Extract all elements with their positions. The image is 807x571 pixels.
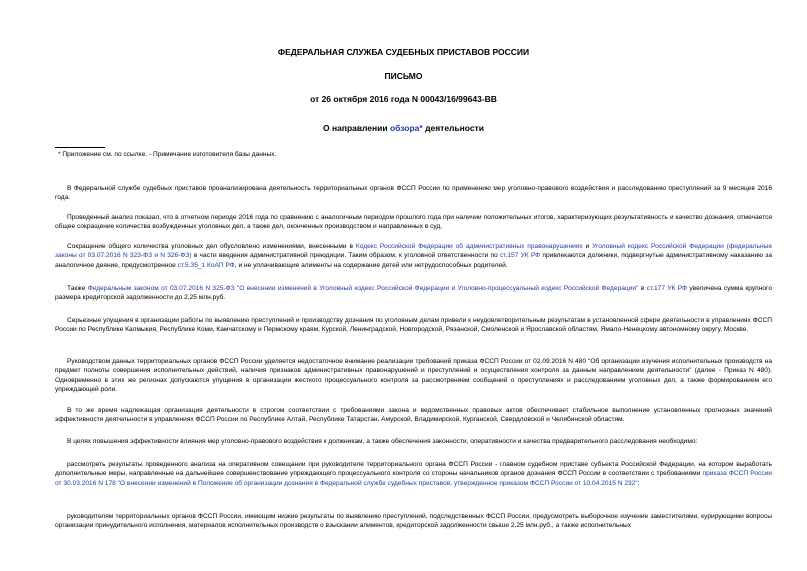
text-run: Также — [67, 285, 88, 292]
subject-suffix: деятельности — [422, 123, 485, 133]
paragraph-6-text: Руководством данных территориальных органов ФССП России уделяется недостаточное внимание реализации требований приказа ФССП России от 02.09.2016 N 480 "Об организации изучения исполнительных производств на предмет полноты совершения исполнительных действий, наличия признаков административных правонарушений и преступлений и осуществления контроля за данным направлением деятельности" (далее - Приказ N 480). Одновременно в этих же регионах допускаются упущения в организации жесткого процессуального контроля за рассмотрением сообщений о преступлениях и расследованием уголовных дел, а также формированием его упреждающей роли. — [55, 358, 772, 394]
paragraph-10 — [55, 512, 772, 531]
date-number: от 26 октября 2016 года N 00043/16/99643-ВВ — [310, 94, 497, 104]
paragraph-2-text: Проведенный анализ показал, что в отчетном периоде 2016 года по сравнению с аналогичным периодом прошлого года при наличии положительных итогов, характеризующих результативность и качество дознания, отмечается общее сокращение количества возбужденных уголовных дел, а также дел, оконченных производством и направленных в суд. — [55, 214, 772, 231]
article-5-35-1-link[interactable]: ст.5.35_1 КоАП РФ — [177, 261, 235, 269]
paragraph-10-text: руководителям территориальных органов ФССП России, имеющим низкие результаты по выявлению преступлений, подследственных ФССП России, предусмотреть выборочное изучение заместителями, курирующими вопросы организации принудительного исполнения, материалов исполнительных производств о взыскании алиментов, кредиторской задолженности свыше 2,25 млн.руб., а также исполнительных — [55, 513, 772, 530]
text-run: , и не уплачивающие алименты на содержание детей или нетрудоспособных родителей. — [234, 261, 508, 269]
paragraph-9 — [55, 460, 772, 488]
koap-link[interactable]: Кодекс Российской Федерации об административных правонарушениях — [355, 243, 583, 250]
text-run: в части введения административной преюдиции. Таким образом, к уголовной ответственности по — [191, 252, 500, 260]
subject-line — [0, 123, 807, 133]
paragraph-2 — [55, 213, 772, 232]
paragraph-3 — [55, 242, 772, 270]
uk-rf-link[interactable]: Уголовный кодекс Российской Федерации (федеральные законы от 03.07.2016 N 323-ФЗ и N 326-ФЗ) — [55, 243, 772, 260]
subject-link[interactable]: обзора* — [389, 123, 423, 133]
text-run: рассмотреть результаты проведенного анализа на оперативном совещании при руководителе территориального органа ФССП России - главном судебном приставе субъекта Российской Федерации, на котором выработать дополнительные меры, направленные на дальнейшее совершенствование упреждающего процессуального контроля со стороны начальников органов дознания ФССП России в соответствии с требованиями — [55, 461, 772, 478]
footnote: * Приложение см. по ссылке. - Примечание изготовителя базы данных. — [58, 151, 277, 158]
text-run: и — [582, 243, 593, 250]
paragraph-7 — [55, 406, 772, 425]
text-run: привлекаются должники, подвергнутые административному наказанию за аналогичное деяние, предусмотренное — [55, 252, 772, 269]
article-157-link[interactable]: ст.157 УК РФ — [499, 252, 541, 260]
subject-prefix: О направлении — [322, 123, 390, 133]
footnote-divider — [55, 147, 105, 148]
doc-type: ПИСЬМО — [384, 71, 423, 81]
federal-law-325-link[interactable]: Федеральным законом от 03.07.2016 N 325-ФЗ "О внесении изменений в Уголовный кодекс Российской Федерации и Уголовно-процессуальный кодекс Российской Федерации" — [87, 285, 639, 292]
paragraph-5-text: Серьезные упущения в организации работы по выявлению преступлений и производству дознания по уголовным делам привели к неудовлетворительным результатам в установленной сфере деятельности в управлениях ФССП России по Республике Калмыкия, Республике Коми, Камчатскому и Пермскому краям, Курской, Ленинградской, Новгородской, Рязанской, Смоленской и Ярославской областям, Ямало-Ненецкому автономному округу, Москве. — [55, 317, 772, 334]
paragraph-5 — [55, 316, 772, 335]
paragraph-8 — [55, 437, 772, 446]
agency-title: ФЕДЕРАЛЬНАЯ СЛУЖБА СУДЕБНЫХ ПРИСТАВОВ РОССИИ — [277, 47, 530, 57]
paragraph-6 — [55, 357, 772, 395]
paragraph-1 — [55, 184, 772, 203]
text-run: увеличена сумма крупного размера кредиторской задолженности до 2,25 млн.руб. — [55, 285, 772, 302]
text-run: Сокращение общего количества уголовных дел обусловлено изменениями, внесенными в — [67, 243, 356, 250]
article-177-link[interactable]: ст.177 УК РФ — [646, 285, 688, 292]
text-run: в — [638, 285, 647, 292]
paragraph-4 — [55, 284, 772, 303]
paragraph-8-text: В целях повышения эффективности влияния мер уголовно-правового воздействия к должникам, а также обеспечения законности, оперативности и качества предварительного расследования необходимо: — [67, 438, 698, 445]
paragraph-1-text: В Федеральной службе судебных приставов проанализирована деятельность территориальных органов ФССП России по применению мер уголовно-правового воздействия и расследованию преступлений за 9 месяцев 2016 года. — [55, 185, 772, 202]
paragraph-7-text: В то же время надлежащая организация деятельности в строгом соответствии с требованиями закона и ведомственных правовых актов обеспечивает стабильное выполнение установленных прогнозных значений эффективности деятельности в управлениях ФССП России по Республике Алтай, Республике Татарстан, Амурской, Владимирской, Курганской, Свердловской и Челябинской областям. — [55, 407, 772, 424]
order-178-link[interactable]: приказа ФССП России от 30.03.2016 N 178 "О внесении изменений в Положение об организации дознания в Федеральной службе судебных приставов, утвержденное приказом ФССП России от 10.04.2015 N 232" — [55, 470, 772, 487]
text-run: ; — [637, 479, 640, 487]
